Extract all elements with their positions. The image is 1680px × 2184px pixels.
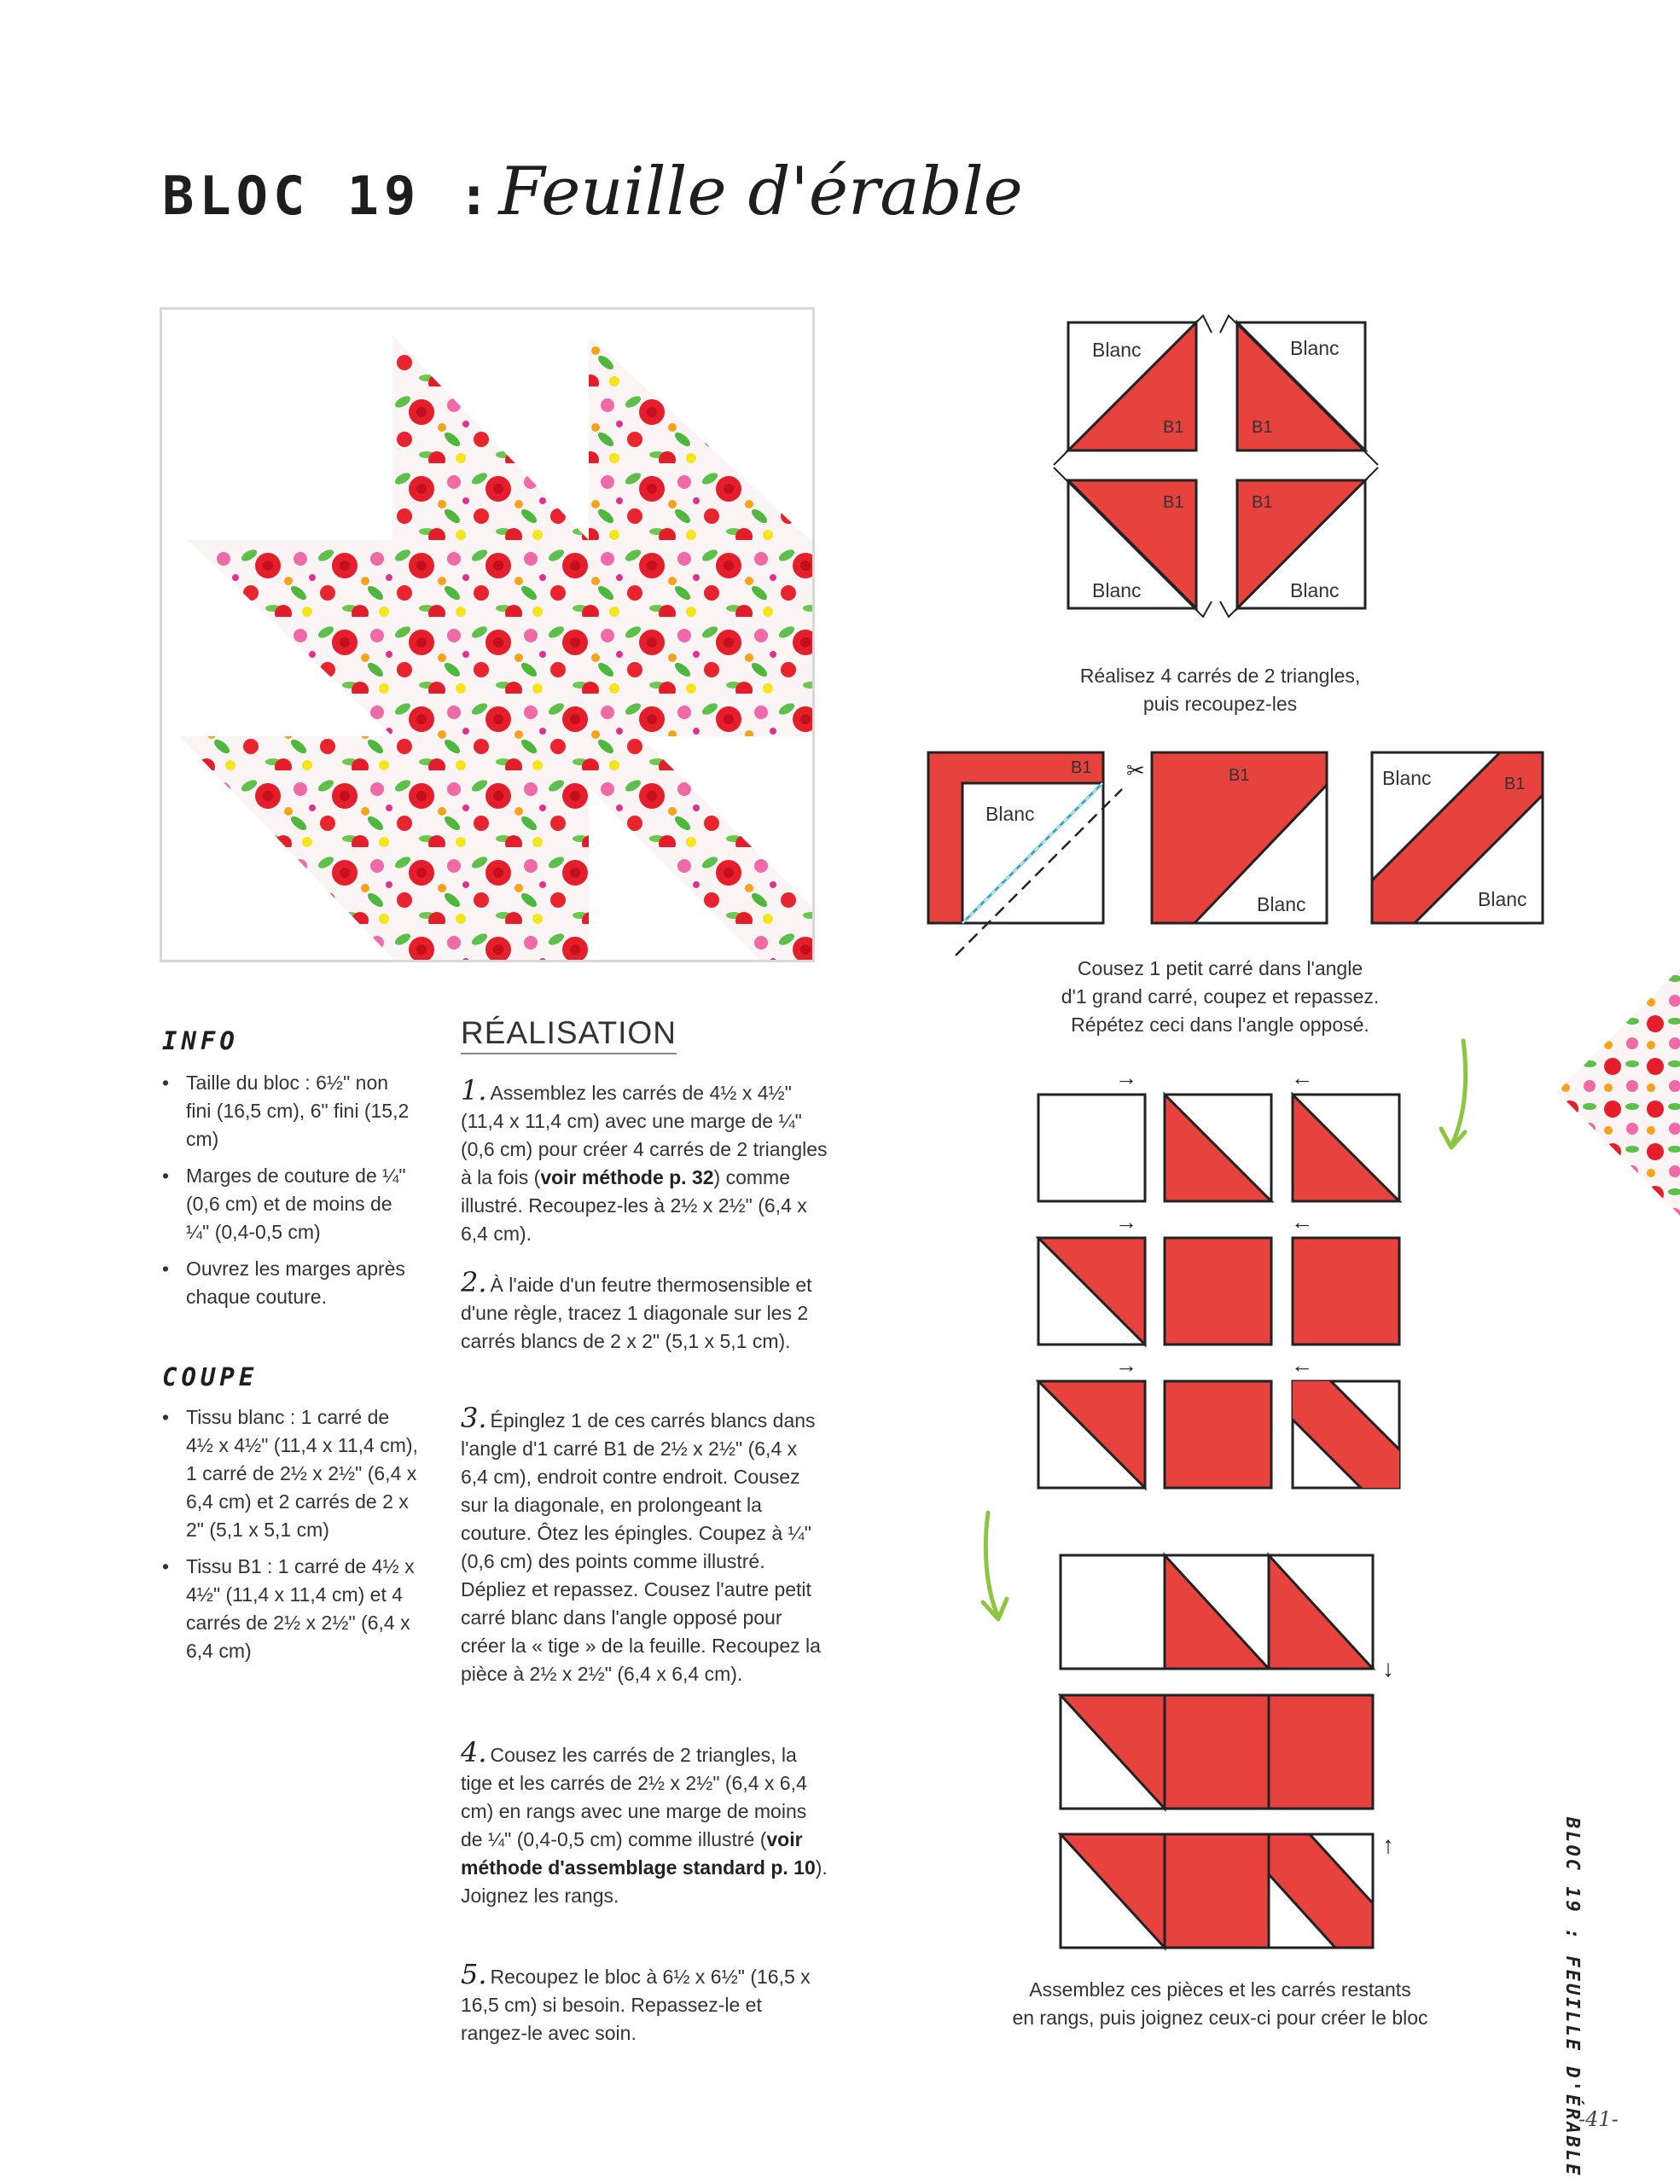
coupe-item: • Tissu blanc : 1 carré de 4½ x 4½" (11,4 x 11,4 cm), 1 carré de 2½ x 2½" (6,4 x 6,4 cm) et 2 carrés de 2 x 2" (5,1 x 5,1 cm) xyxy=(162,1403,418,1544)
diagram-hst-units xyxy=(1045,303,1386,631)
label-blanc: Blanc xyxy=(1290,337,1340,359)
step-reference: voir méthode d'assemblage standard p. 10 xyxy=(461,1828,816,1879)
press-arrow-right: → xyxy=(1115,1209,1137,1234)
step-number: 4. xyxy=(461,1736,487,1769)
diagram-layout-grid xyxy=(1028,1065,1421,1493)
caption-line: d'1 grand carré, coupez et repassez. xyxy=(1061,985,1380,1008)
coupe-list xyxy=(162,1403,418,1674)
label-b1: B1 xyxy=(1252,493,1273,512)
info-item: • Taille du bloc : 6½" non fini (16,5 cm), 6" fini (15,2 cm) xyxy=(162,1069,418,1153)
step-4 xyxy=(461,1736,828,1910)
step-text: Assemblez les carrés de 4½ x 4½" (11,4 x 11,4 cm) avec une marge de ¼" (0,6 cm) pour créer 4 carrés de 2 triangles à la fois ( xyxy=(461,1082,828,1188)
caption-stem xyxy=(1015,955,1425,1039)
caption-line: puis recoupez-les xyxy=(1142,693,1298,715)
info-heading: INFO xyxy=(162,1026,239,1055)
step-3 xyxy=(461,1404,828,1688)
green-arrow-icon xyxy=(973,1508,1011,1628)
caption-line: Assemblez ces pièces et les carrés restants xyxy=(1029,1978,1411,2001)
maple-leaf-photo-illustration xyxy=(162,310,812,960)
press-arrow-left: ← xyxy=(1291,1065,1313,1090)
step-text: Recoupez le bloc à 6½ x 6½" (16,5 x 16,5 cm) si besoin. Repassez-le et rangez-le avec soin. xyxy=(461,1966,811,2044)
label-b1: B1 xyxy=(1163,418,1184,437)
row-press-down-arrow: ↓ xyxy=(1382,1655,1394,1682)
info-item: • Ouvrez les marges après chaque couture. xyxy=(162,1255,418,1311)
title-block-name: Feuille d'érable xyxy=(498,154,1023,230)
caption-hst xyxy=(1024,662,1416,718)
label-b1: B1 xyxy=(1071,758,1092,777)
label-blanc: Blanc xyxy=(1092,579,1142,601)
caption-line: Réalisez 4 carrés de 2 triangles, xyxy=(1079,665,1361,687)
page-number: -41- xyxy=(1578,2107,1619,2131)
label-blanc: Blanc xyxy=(1092,339,1142,361)
title-bloc-number: BLOC 19 : xyxy=(162,165,495,227)
press-arrow-left: ← xyxy=(1291,1352,1313,1378)
label-b1: B1 xyxy=(1252,418,1273,437)
label-blanc: Blanc xyxy=(985,803,1035,825)
step-5 xyxy=(461,1960,828,2048)
step-number: 2. xyxy=(461,1266,487,1298)
label-blanc: Blanc xyxy=(1257,893,1306,915)
next-block-preview xyxy=(1557,968,1680,1216)
step-text-end: ) comme illustré. Recoupez-les à 2½ x 2½" (6,4 x 6,4 cm). xyxy=(461,1166,807,1245)
step-text-end: ). Joignez les rangs. xyxy=(461,1856,828,1907)
step-2 xyxy=(461,1266,828,1356)
coupe-item: • Tissu B1 : 1 carré de 4½ x 4½" (11,4 x 11,4 cm) et 4 carrés de 2½ x 2½" (6,4 x 6,4 cm) xyxy=(162,1553,418,1665)
grid-unit xyxy=(1165,1238,1271,1345)
step-text: Cousez les carrés de 2 triangles, la tige et les carrés de 2½ x 2½" (6,4 x 6,4 cm) en rangs avec une marge de moins de ¼" (0,4-0,5 cm) comme illustré ( xyxy=(461,1744,807,1850)
label-b1: B1 xyxy=(1163,493,1184,512)
step-1 xyxy=(461,1074,828,1248)
step-number: 1. xyxy=(461,1074,487,1107)
caption-assembly xyxy=(973,1976,1468,2032)
realisation-heading: RÉALISATION xyxy=(461,1015,677,1054)
info-list xyxy=(162,1069,418,1320)
press-arrow-right: → xyxy=(1115,1352,1137,1378)
label-blanc: Blanc xyxy=(1382,767,1432,789)
step-reference: voir méthode p. 32 xyxy=(540,1166,714,1188)
press-arrow-left: ← xyxy=(1291,1209,1313,1234)
row-unit xyxy=(1165,1834,1269,1948)
step-number: 5. xyxy=(461,1958,487,1990)
scissors-icon: ✂ xyxy=(1126,758,1145,783)
row-unit xyxy=(1165,1695,1269,1809)
diagram-assembled-rows xyxy=(1054,1548,1412,1954)
diagram-stem xyxy=(921,742,1553,960)
row-unit xyxy=(1269,1695,1373,1809)
row-press-up-arrow: ↑ xyxy=(1382,1832,1394,1858)
label-b1: B1 xyxy=(1229,766,1250,785)
caption-line: Répétez ceci dans l'angle opposé. xyxy=(1071,1014,1369,1036)
step-text: À l'aide d'un feutre thermosensible et d'une règle, tracez 1 diagonale sur les 2 carrés blancs de 2 x 2" (5,1 x 5,1 cm). xyxy=(461,1274,812,1352)
grid-unit xyxy=(1038,1095,1145,1201)
block-photo xyxy=(160,307,815,962)
label-b1: B1 xyxy=(1504,775,1526,793)
grid-unit xyxy=(1165,1381,1271,1488)
row-unit xyxy=(1061,1555,1165,1669)
caption-line: Cousez 1 petit carré dans l'angle xyxy=(1077,957,1363,979)
page-title xyxy=(162,154,1023,230)
grid-unit xyxy=(1293,1238,1399,1345)
coupe-heading: COUPE xyxy=(162,1362,259,1391)
label-blanc: Blanc xyxy=(1478,888,1527,910)
step-number: 3. xyxy=(461,1402,487,1434)
running-side-title: BLOC 19 : FEUILLE D'ÉRABLE xyxy=(1561,1817,1583,2178)
green-arrow-icon xyxy=(1438,1037,1476,1156)
info-item: • Marges de couture de ¼" (0,6 cm) et de moins de ¼" (0,4-0,5 cm) xyxy=(162,1162,418,1246)
press-arrow-right: → xyxy=(1115,1065,1137,1090)
label-blanc: Blanc xyxy=(1290,579,1340,601)
caption-line: en rangs, puis joignez ceux-ci pour créer le bloc xyxy=(1012,2007,1428,2029)
step-text: Épinglez 1 de ces carrés blancs dans l'angle d'1 carré B1 de 2½ x 2½" (6,4 x 6,4 cm), endroit contre endroit. Cousez sur la diagonale, en prolongeant la couture. Ôtez les épingles. Coupez à ¼" (0,6 cm) des points comme illustré. Dépliez et repassez. Cousez l'autre petit carré blanc dans l'angle opposé pour créer la « tige » de la feuille. Recoupez la pièce à 2½ x 2½" (6,4 x 6,4 cm). xyxy=(461,1409,821,1685)
